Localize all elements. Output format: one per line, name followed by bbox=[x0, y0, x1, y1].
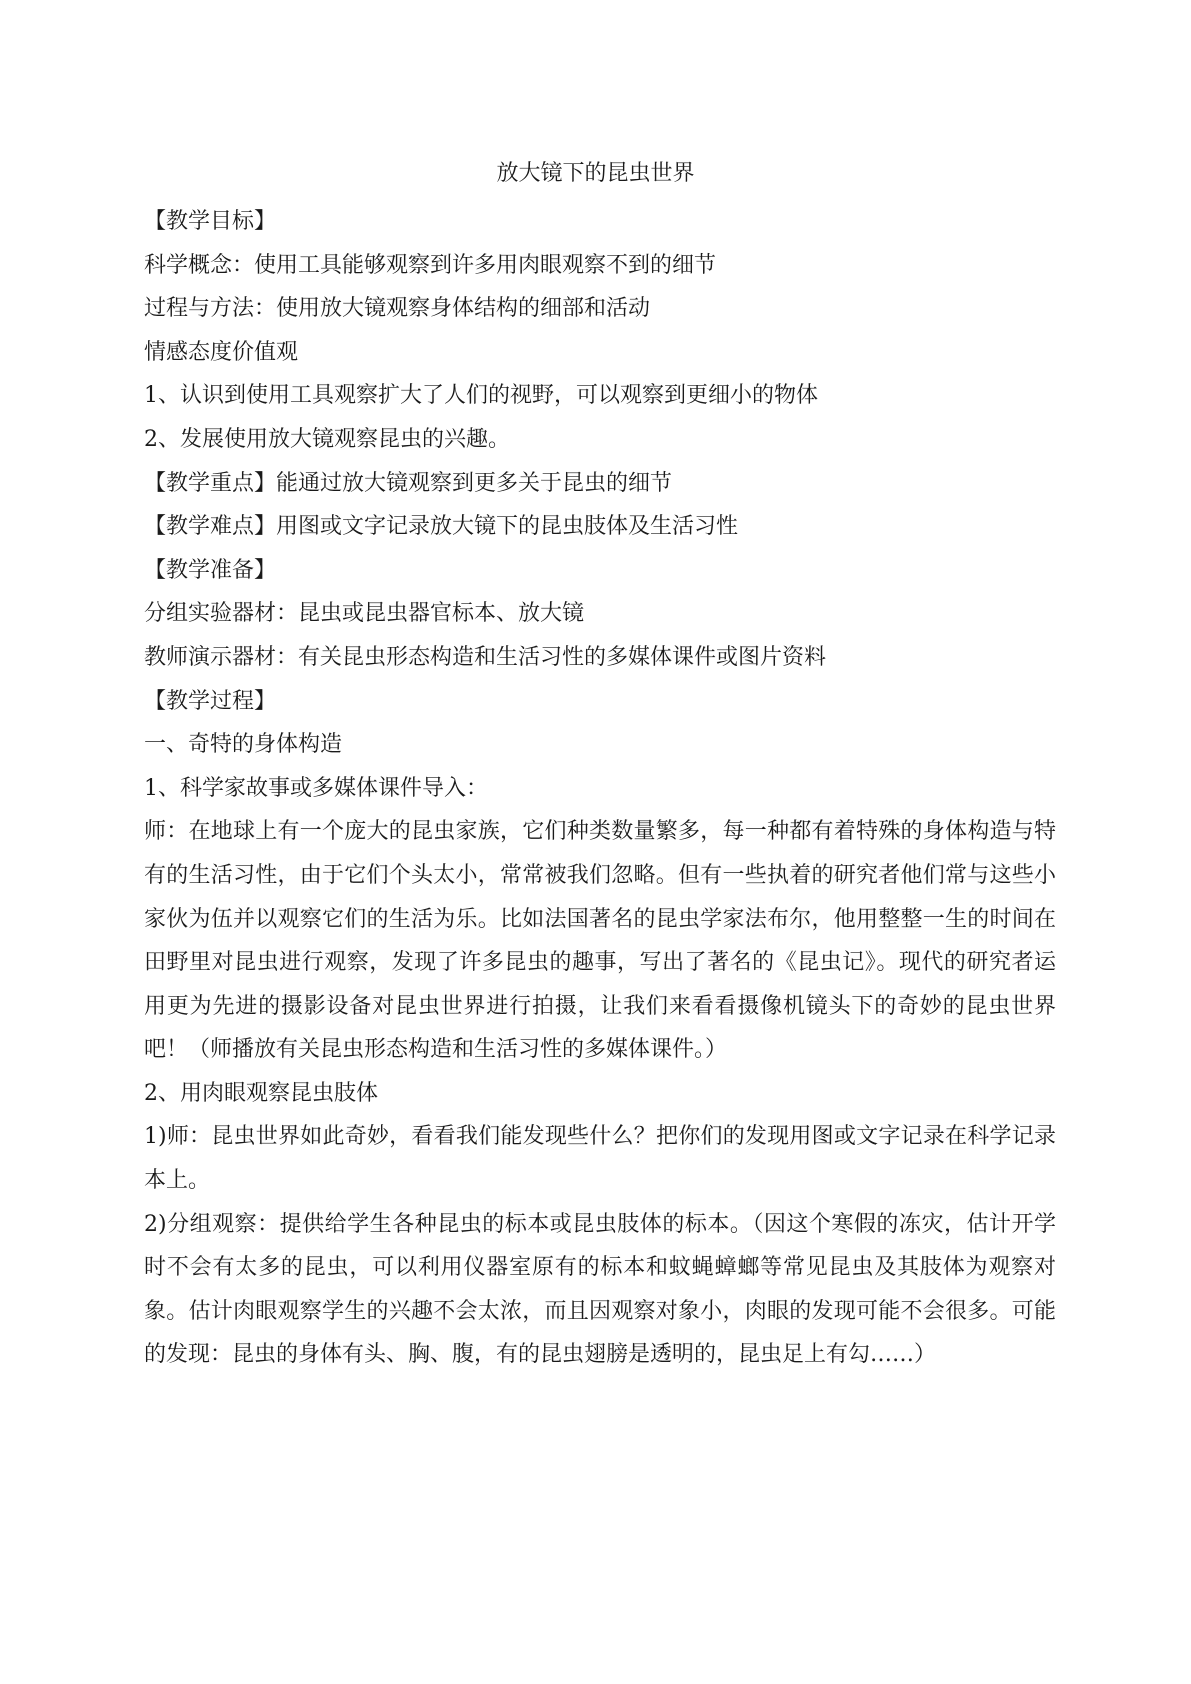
section-heading: 一、奇特的身体构造 bbox=[144, 732, 343, 758]
science-concept: 科学概念：使用工具能够观察到许多用肉眼观察不到的细节 bbox=[144, 252, 717, 278]
process-method: 过程与方法：使用放大镜观察身体结构的细部和活动 bbox=[144, 296, 651, 322]
attitude-header: 情感态度价值观 bbox=[144, 339, 299, 365]
teacher-speech: 师：在地球上有一个庞大的昆虫家族，它们种类数量繁多，每一种都有着特殊的身体构造与特有的生活习性，由于它们个头太小，常常被我们忽略。但有一些执着的研究者他们常与这些小家伙为伍并以观察它们的生活为乐。比如法国著名的昆虫学家法布尔，他用整整一生的时间在田野里对昆虫进行观察，发现了许多昆虫的趣事，写出了著名的《昆虫记》。现代的研究者运用更为先进的摄影设备对昆虫世界进行拍摄，让我们来看看摄像机镜头下的奇妙的昆虫世界吧！（师播放有关昆虫形态构造和生活习性的多媒体课件。） bbox=[144, 819, 1056, 1063]
attitude-item-1: 1、认识到使用工具观察扩大了人们的视野，可以观察到更细小的物体 bbox=[144, 383, 818, 409]
process-header: 【教学过程】 bbox=[144, 688, 277, 714]
prep-group-materials: 分组实验器材：昆虫或昆虫器官标本、放大镜 bbox=[144, 601, 585, 627]
attitude-item-2: 2、发展使用放大镜观察昆虫的兴趣。 bbox=[144, 426, 510, 452]
document-body bbox=[144, 200, 1056, 1377]
prep-teacher-materials: 教师演示器材：有关昆虫形态构造和生活习性的多媒体课件或图片资料 bbox=[144, 644, 827, 670]
difficulty: 【教学难点】用图或文字记录放大镜下的昆虫肢体及生活习性 bbox=[144, 514, 739, 540]
step-2: 2、用肉眼观察昆虫肢体 bbox=[144, 1080, 378, 1106]
step-1: 1、科学家故事或多媒体课件导入： bbox=[144, 775, 488, 801]
document-title: 放大镜下的昆虫世界 bbox=[496, 161, 695, 186]
goal-header: 【教学目标】 bbox=[144, 209, 277, 234]
key-point: 【教学重点】能通过放大镜观察到更多关于昆虫的细节 bbox=[144, 470, 673, 496]
prep-header: 【教学准备】 bbox=[144, 557, 277, 583]
step-2-item-1: 1)师：昆虫世界如此奇妙，看看我们能发现些什么？把你们的发现用图或文字记录在科学记录本上。 bbox=[144, 1124, 1056, 1194]
step-2-item-2: 2)分组观察：提供给学生各种昆虫的标本或昆虫肢体的标本。（因这个寒假的冻灾，估计开学时不会有太多的昆虫，可以利用仪器室原有的标本和蚊蝇蟑螂等常见昆虫及其肢体为观察对象。估计肉眼观察学生的兴趣不会太浓，而且因观察对象小，肉眼的发现可能不会很多。可能的发现：昆虫的身体有头、胸、腹，有的昆虫翅膀是透明的，昆虫足上有勾……） bbox=[144, 1211, 1056, 1368]
